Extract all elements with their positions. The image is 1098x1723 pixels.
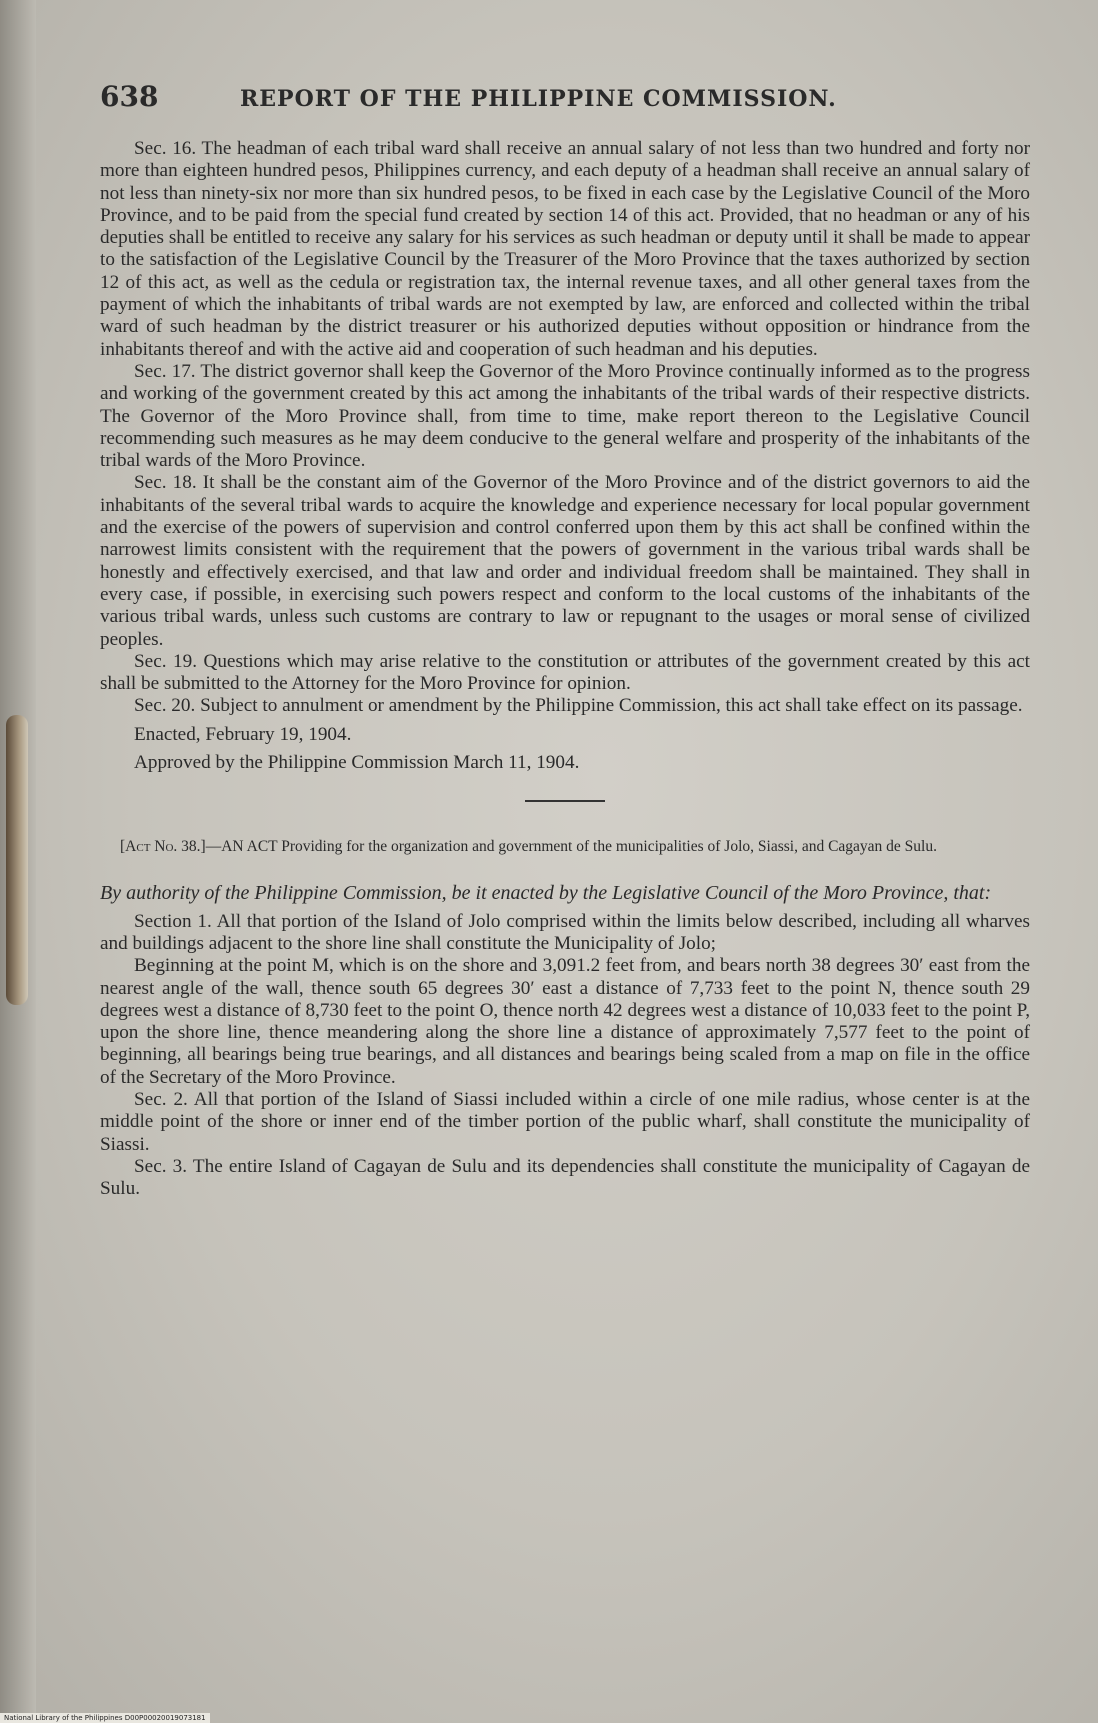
act-38-section-1: Section 1. All that portion of the Island of Jolo comprised within the limits below described, including all wharves and buildings adjacent to the shore line shall constitute the Municipality of Jolo; [100,910,1030,954]
document-page [100,80,1030,1200]
page-number: 638 [100,80,159,113]
jolo-boundary-description: Beginning at the point M, which is on the shore and 3,091.2 feet from, and bears north 38 degrees 30′ east from the nearest angle of the wall, thence south 65 degrees 30′ east a distance of 7,733 feet to the point N, thence south 29 degrees west a distance of 8,730 feet to the point O, thence north 42 degrees west a distance of 10,033 feet to the point P, upon the shore line, thence meandering along the shore line a distance of approximately 7,577 feet to the point of beginning, all bearings being true bearings, and all distances and bearings being scaled from a map on file in the office of the Secretary of the Moro Province. [100,955,1030,1088]
enacted-date: Enacted, February 19, 1904. [134,723,352,745]
act-38-label: [Act No. 38.] [120,838,206,856]
section-20: Sec. 20. Subject to annulment or amendment by the Philippine Commission, this act shall take effect on its passage. [134,695,1023,717]
page-header [100,80,1030,138]
binding-tab [6,715,28,1005]
running-title: REPORT OF THE PHILIPPINE COMMISSION. [240,86,837,112]
section-18: Sec. 18. It shall be the constant aim of the Governor of the Moro Province and of the district governors to aid the inhabitants of the several tribal wards to acquire the knowledge and experience necessary for local popular government and the exercise of the powers of supervision and control conferred upon them by this act shall be confined within the narrowest limits consistent with the requirement that the powers of government in the various tribal wards shall be honestly and effectively exercised, and that law and order and individual freedom shall be maintained. They shall in every case, if possible, in exercising such powers respect and conform to the local customs of the inhabitants of the various tribal wards, unless such customs are contrary to law or repugnant to the usages or moral sense of civilized peoples. [100,472,1030,650]
enacting-clause: By authority of the Philippine Commission, be it enacted by the Legislative Council of the Moro Province, that: [100,882,992,905]
section-19: Sec. 19. Questions which may arise relative to the constitution or attributes of the government created by this act shall be submitted to the Attorney for the Moro Province for opinion. [100,650,1030,695]
act-38-heading [100,838,1030,856]
act-38-section-2: Sec. 2. All that portion of the Island of Siassi included within a circle of one mile radius, whose center is at the middle point of the shore or inner end of the timber portion of the public wharf, shall constitute the municipality of Siassi. [100,1088,1030,1155]
act-38-title: —AN ACT Providing for the organization and government of the municipalities of Jolo, Siassi, and Cagayan de Sulu. [205,838,937,856]
approved-date: Approved by the Philippine Commission March 11, 1904. [134,752,580,774]
scan-credit-footer: National Library of the Philippines D00P00020019073181 [0,1713,210,1723]
section-divider [525,800,605,802]
section-17: Sec. 17. The district governor shall keep the Governor of the Moro Province continually informed as to the progress and working of the government created by this act among the inhabitants of the tribal wards of their respective districts. The Governor of the Moro Province shall, from time to time, make report thereon to the Legislative Council recommending such measures as he may deem conducive to the general welfare and prosperity of the inhabitants of the tribal wards of the Moro Province. [100,360,1030,472]
act-38-section-3: Sec. 3. The entire Island of Cagayan de Sulu and its dependencies shall constitute the municipality of Cagayan de Sulu. [100,1155,1030,1200]
section-16: Sec. 16. The headman of each tribal ward shall receive an annual salary of not less than two hundred and forty nor more than eighteen hundred pesos, Philippines currency, and each deputy of a headman shall receive an annual salary of not less than ninety-six nor more than six hundred pesos, to be fixed in each case by the Legislative Council of the Moro Province, and to be paid from the special fund created by section 14 of this act. Provided, that no headman or any of his deputies shall be entitled to receive any salary for his services as such headman or deputy until it shall be made to appear to the satisfaction of the Legislative Council by the Treasurer of the Moro Province that the taxes authorized by section 12 of this act, as well as the cedula or registration tax, the internal revenue taxes, and all other general taxes from the payment of which the inhabitants of tribal wards are not exempted by law, are enforced and collected within the tribal ward of such headman by the district treasurer or his authorized deputies without opposition or hindrance from the inhabitants thereof and with the active aid and cooperation of such headman and his deputies. [100,138,1030,360]
